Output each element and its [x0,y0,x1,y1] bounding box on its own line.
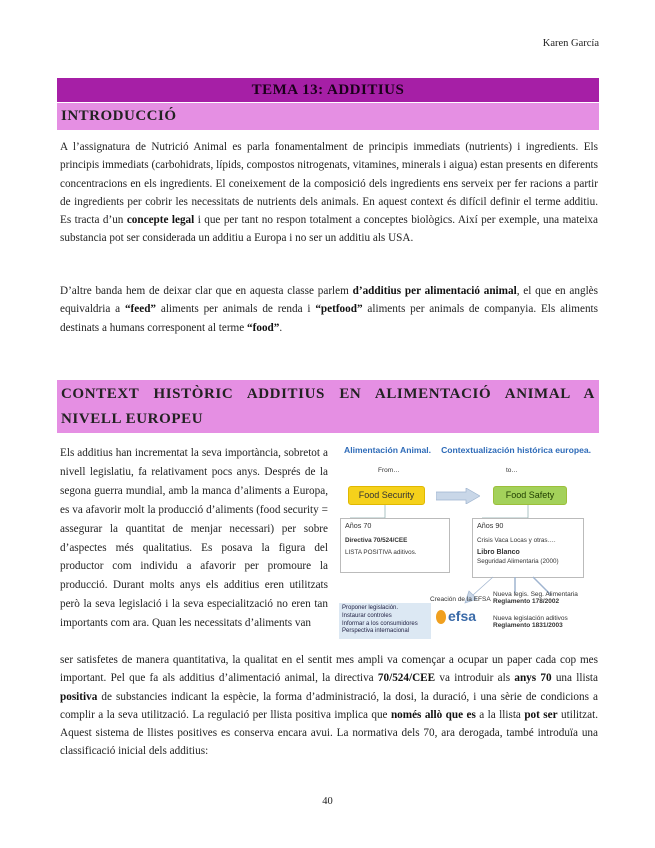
figure-nueva-legis: Nueva legis. Seg. Alimentaria [493,591,578,598]
figure-to: to… [506,467,518,474]
figure-creation-efsa: Creación de la EFSA [430,596,491,603]
food-security-pill: Food Security [348,486,425,505]
figure-title: Alimentación Animal. Contextualización histórica europea. [344,445,592,455]
paragraph-intro: A l’assignatura de Nutrició Animal es parla fonamentalment de principis immediats (nutrients) i ingredients. Els principis immediats (carbohidrats, lípids, compostos nitrogenats, vitamines, minerals i aigua) estan presents en diferents concentracions en els ingredients. El coneixement de la composició dels ingredients ens serveix per fer racions a partir de ingredients per cobrir les necessitats de nutrients dels animals. En aquest context és difícil definir el terme additiu. Es tracta d’un concepte legal i que per tant no respon totalment a conceptes biològics. Així per exemple, una mateixa substancia pot ser considerada un additiu a Europa i no ser un additiu als USA. [60,141,598,245]
efsa-logo: efsa [436,608,476,624]
page-title: TEMA 13: ADDITIUS [57,78,599,102]
food-safety-pill: Food Safety [493,486,567,505]
page-number: 40 [322,796,333,807]
section-heading-introduccio: INTRODUCCIÓ [57,103,599,130]
history-figure [338,443,600,638]
box-anos-70: Años 70 Directiva 70/524/CEE LISTA POSITIVA aditivos. [340,518,450,573]
header-author: Karen García [542,38,599,49]
right-arrow-icon [436,488,480,504]
figure-nueva-aditivos: Nueva legislación aditivos [493,615,568,622]
figure-from: From… [378,467,400,474]
paragraph-directive: ser satisfetes de manera quantitativa, la qualitat en el sentit mes ampli va començar a ocupar un paper cada cop mes important. Pel que fa als additius d’alimentació animal, la directiva 70/524/CEE va introduir als anys 70 una llista positiva de substancies indicant la espècie, la forma d’administració, la dosi, la duració, i una sèrie de condicions a complir a la seva utilització. La regulació per llista positiva implica que només allò que es a la llista pot ser utilitzat. Aquest sistema de llistes positives es conserva encara avui. La normativa dels 70, ara derogada, també introduïa una classificació inicial dels additius: [60,654,599,758]
paragraph-history: Els additius han incrementat la seva importància, sobretot a nivell legislatiu, fa relativament pocs anys. Després de la segona guerra mundial, amb la manca d’aliments a Europa, es va afavorir molt la producció d’aliments (food security = assegurar la quantitat de menjar necessari) per sobre d’aspectes més qualitatius. Es posava la figura del productor com individu a afavorir per promoure la producció. Durant molts anys els additius eren utilitzats però la seva legislació i la seva especialització no eren tan importants com ara. Quan les necessitats d’aliments van [60,447,328,630]
section-heading-context: CONTEXT HISTÒRIC ADDITIUS EN ALIMENTACIÓ ANIMAL A NIVELL EUROPEU [57,380,599,433]
efsa-functions-list: Proponer legislación. Instaurar controles Informar a los consumidores Perspectiva internacional [339,603,431,639]
figure-reglamento-1831: Reglamento 1831/2003 [493,622,563,629]
figure-reglamento-178: Reglamento 178/2002 [493,598,560,605]
paragraph-feed-definition: D’altre banda hem de deixar clar que en aquesta classe parlem d’additius per alimentació animal, el que en anglès equivaldria a “feed” aliments per animals de renda i “petfood” aliments per animals de companyia. Els aliments destinats a humans corresponent al terme “food”. [60,285,598,334]
box-anos-90: Años 90 Crisis Vaca Locas y otras…. Libro Blanco Seguridad Alimentaria (2000) [472,518,584,578]
